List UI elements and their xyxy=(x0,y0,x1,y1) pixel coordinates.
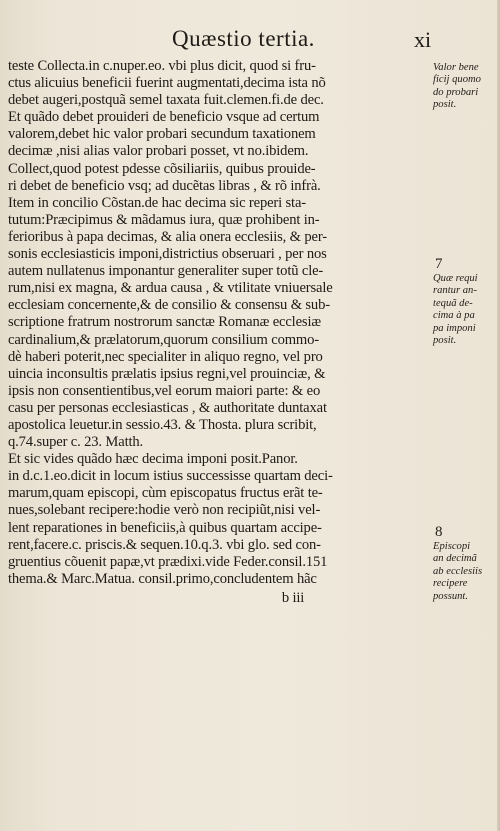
text-line: Et sic vides quãdo hæc decima imponi posit.Panor. xyxy=(8,451,298,468)
margin-note-line: posit. xyxy=(433,335,457,347)
margin-note-line: Valor bene xyxy=(433,62,479,73)
text-line: rent,facere.c. priscis.& sequen.10.q.3. vbi glo. sed con- xyxy=(8,536,321,553)
margin-note-episcopi xyxy=(433,524,499,603)
text-line: Collect,quod potest pdesse cõsiliariis, quibus prouide- xyxy=(8,160,316,177)
text-line: debet augeri,postquã semel taxata fuit.clemen.fi.de dec. xyxy=(8,92,324,109)
text-line: q.74.super c. 23. Matth. xyxy=(8,434,144,451)
margin-note-line: Quæ requi xyxy=(433,273,478,284)
text-line: ri debet de beneficio vsq; ad ducẽtas libras , & rõ infrà. xyxy=(8,177,321,194)
margin-note-line: ab ecclesiis xyxy=(433,565,483,577)
text-line: apostolica leuetur.in sessio.43. & Thosta. plura scribit, xyxy=(8,416,317,433)
margin-note-line: tequã de- xyxy=(433,297,473,309)
margin-note-line: rantur an- xyxy=(433,285,477,297)
margin-note-line: Episcopi xyxy=(433,541,471,552)
text-line: casu per personas ecclesiasticas , & authoritate duntaxat xyxy=(8,399,327,416)
margin-note-line: posit. xyxy=(433,99,457,111)
text-line: decimæ ,nisi alias valor probari posset, vt no.ibidem. xyxy=(8,143,309,160)
running-title: Quæstio tertia. xyxy=(172,26,315,51)
text-line: cardinalium,& prælatorum,quorum consilium commo- xyxy=(8,331,319,348)
margin-note-valor xyxy=(433,62,499,112)
text-line: gruentius cõuenit papæ,vt prædixi.vide Feder.consil.151 xyxy=(8,553,328,570)
text-line: lent reparationes in beneficiis,à quibus quartam accipe- xyxy=(8,519,322,536)
margin-note-number: 7 xyxy=(435,256,443,272)
text-line: ferioribus à papa decimas, & alia onera ecclesiis, & per- xyxy=(8,228,327,245)
text-line: sonis ecclesiasticis imponi,districtius obseruari , per nos xyxy=(8,246,327,263)
margin-note-line: pa imponi xyxy=(433,322,476,334)
text-line: rum,nisi ex magna, & ardua causa , & vtilitate vniuersale xyxy=(8,280,333,297)
text-line: marum,quam episcopi, cùm episcopatus fructus erãt te- xyxy=(8,485,323,502)
margin-note-number: 8 xyxy=(435,524,443,540)
margin-note-line: an decimã xyxy=(433,553,477,565)
text-line: Et quãdo debet prouideri de beneficio vsque ad certum xyxy=(8,109,320,126)
main-text-block xyxy=(8,58,428,607)
text-line: in d.c.1.eo.dicit in locum istius successisse quartam deci- xyxy=(8,468,333,485)
text-line: Item in concilio Cõstan.de hac decima sic reperi sta- xyxy=(8,194,306,211)
margin-note-decima xyxy=(433,256,499,347)
text-line: uincia inconsultis prælatis ipsius regni,vel prouinciæ, & xyxy=(8,365,326,382)
text-line: autem nullatenus imponantur generaliter super totũ cle- xyxy=(8,263,324,280)
text-line: dè haberi poterit,nec specialiter in aliquo regno, vel pro xyxy=(8,348,323,365)
text-line: ecclesiam concernente,& de consilio & consensu & sub- xyxy=(8,297,330,314)
margin-note-line: cima à pa xyxy=(433,310,475,322)
text-line: ipsis non consentientibus,vel eorum maiori parte: & eo xyxy=(8,382,321,399)
catchword: b iii xyxy=(281,589,305,606)
margin-note-line: do probari xyxy=(433,86,479,98)
text-line: teste Collecta.in c.nuper.eo. vbi plus dicit, quod si fru- xyxy=(8,58,316,74)
folio-number: xi xyxy=(414,27,432,52)
text-line: valorem,debet hic valor probari secundum taxationem xyxy=(8,126,316,143)
text-line: thema.& Marc.Matua. consil.primo,concludentem hãc xyxy=(8,570,317,587)
text-line: ctus alicuius beneficii fuerint augmentati,decima ista nõ xyxy=(8,75,326,92)
running-header xyxy=(0,26,500,58)
margin-note-line: ficij quomo xyxy=(433,74,481,86)
text-line: nues,solebant recipere:hodie verò non recipiũt,nisi vel- xyxy=(8,502,321,519)
margin-note-line: recipere xyxy=(433,578,468,590)
margin-note-line: possunt. xyxy=(433,590,469,602)
text-line: scriptione fratrum nostrorum sanctæ Romanæ ecclesiæ xyxy=(8,314,321,331)
text-line: tutum:Præcipimus & mãdamus iura, quæ prohibent in- xyxy=(8,211,320,228)
